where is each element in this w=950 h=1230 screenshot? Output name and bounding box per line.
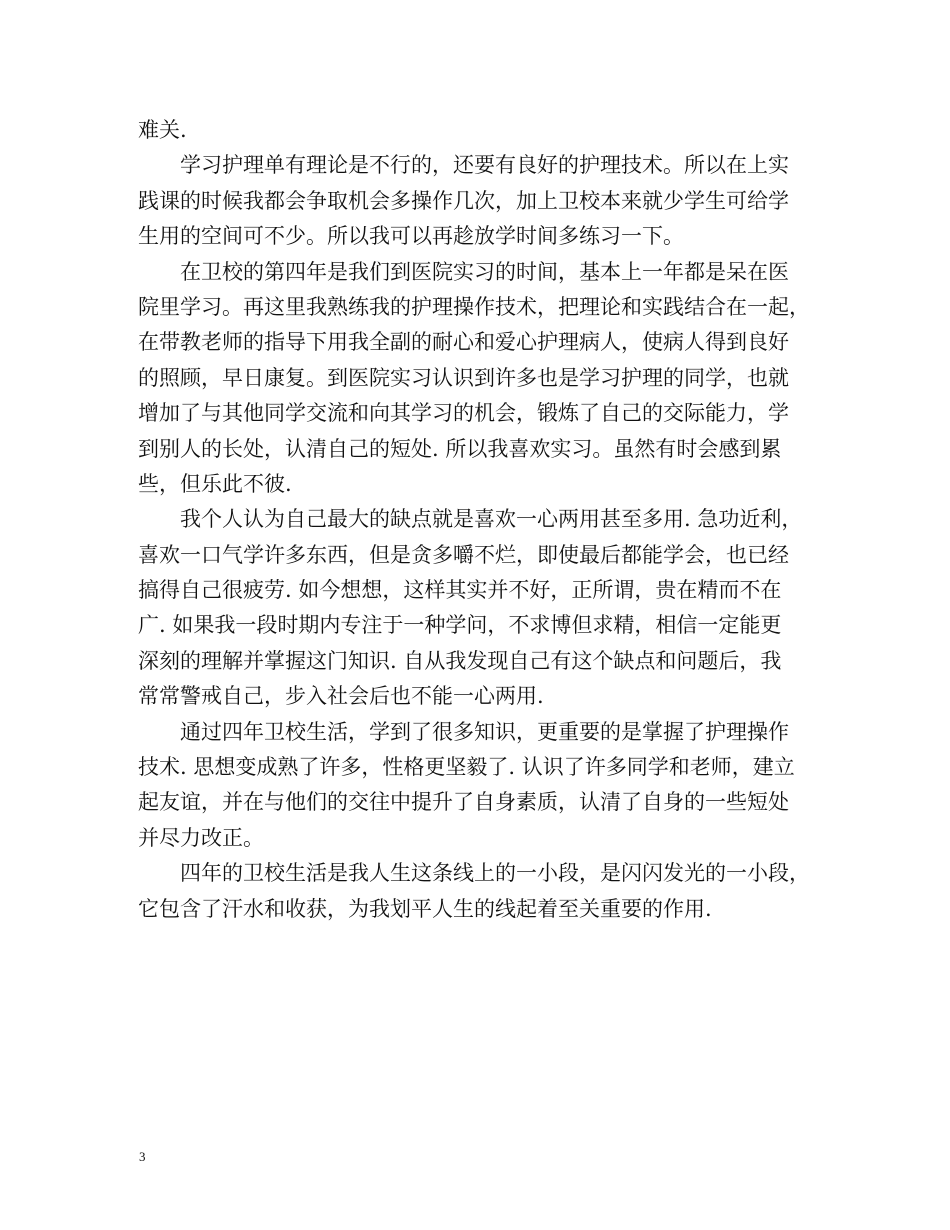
text-line: 喜欢一口气学许多东西，但是贪多嚼不烂，即使最后都能学会，也已经 — [138, 542, 789, 567]
paragraph-start-line: 我个人认为自己最大的缺点就是喜欢一心两用甚至多用. 急功近利， — [180, 507, 803, 532]
text-line: 到别人的长处，认清自己的短处. 所以我喜欢实习。虽然有时会感到累 — [138, 436, 782, 461]
body-text — [138, 113, 818, 927]
paragraph-start-line: 通过四年卫校生活，学到了很多知识，更重要的是掌握了护理操作 — [180, 719, 789, 744]
text-line: 它包含了汗水和收获，为我划平人生的线起着至关重要的作用. — [138, 896, 712, 921]
text-line: 践课的时候我都会争取机会多操作几次，加上卫校本来就少学生可给学 — [138, 188, 789, 213]
text-line: 难关. — [138, 118, 187, 142]
paragraph-start-line: 四年的卫校生活是我人生这条线上的一小段，是闪闪发光的一小段， — [180, 861, 810, 886]
text-line: 广. 如果我一段时期内专注于一种学问，不求博但求精，相信一定能更 — [138, 613, 782, 638]
text-line: 常常警戒自己，步入社会后也不能一心两用. — [138, 684, 544, 709]
text-line: 增加了与其他同学交流和向其学习的机会，锻炼了自己的交际能力，学 — [138, 401, 789, 426]
text-line: 起友谊，并在与他们的交往中提升了自身素质，认清了自身的一些短处 — [138, 790, 789, 815]
paragraph-start-line: 在卫校的第四年是我们到医院实习的时间，基本上一年都是呆在医 — [180, 259, 789, 284]
text-line: 并尽力改正。 — [138, 825, 264, 850]
paragraph-start-line: 学习护理单有理论是不行的，还要有良好的护理技术。所以在上实 — [180, 153, 789, 178]
text-line: 生用的空间可不少。所以我可以再趁放学时间多练习一下。 — [138, 224, 684, 249]
page-number: 3 — [139, 1149, 146, 1164]
text-line: 技术. 思想变成熟了许多，性格更坚毅了. 认识了许多同学和老师，建立 — [138, 755, 795, 780]
text-line: 在带教老师的指导下用我全副的耐心和爱心护理病人，使病人得到良好 — [138, 330, 789, 355]
text-line: 搞得自己很疲劳. 如今想想，这样其实并不好，正所谓，贵在精而不在 — [138, 578, 782, 603]
text-line: 的照顾，早日康复。到医院实习认识到许多也是学习护理的同学，也就 — [138, 365, 789, 390]
text-line: 些，但乐此不彼. — [138, 471, 292, 496]
text-line: 深刻的理解并掌握这门知识. 自从我发现自己有这个缺点和问题后，我 — [138, 648, 782, 673]
text-line: 院里学习。再这里我熟练我的护理操作技术，把理论和实践结合在一起， — [138, 294, 810, 319]
